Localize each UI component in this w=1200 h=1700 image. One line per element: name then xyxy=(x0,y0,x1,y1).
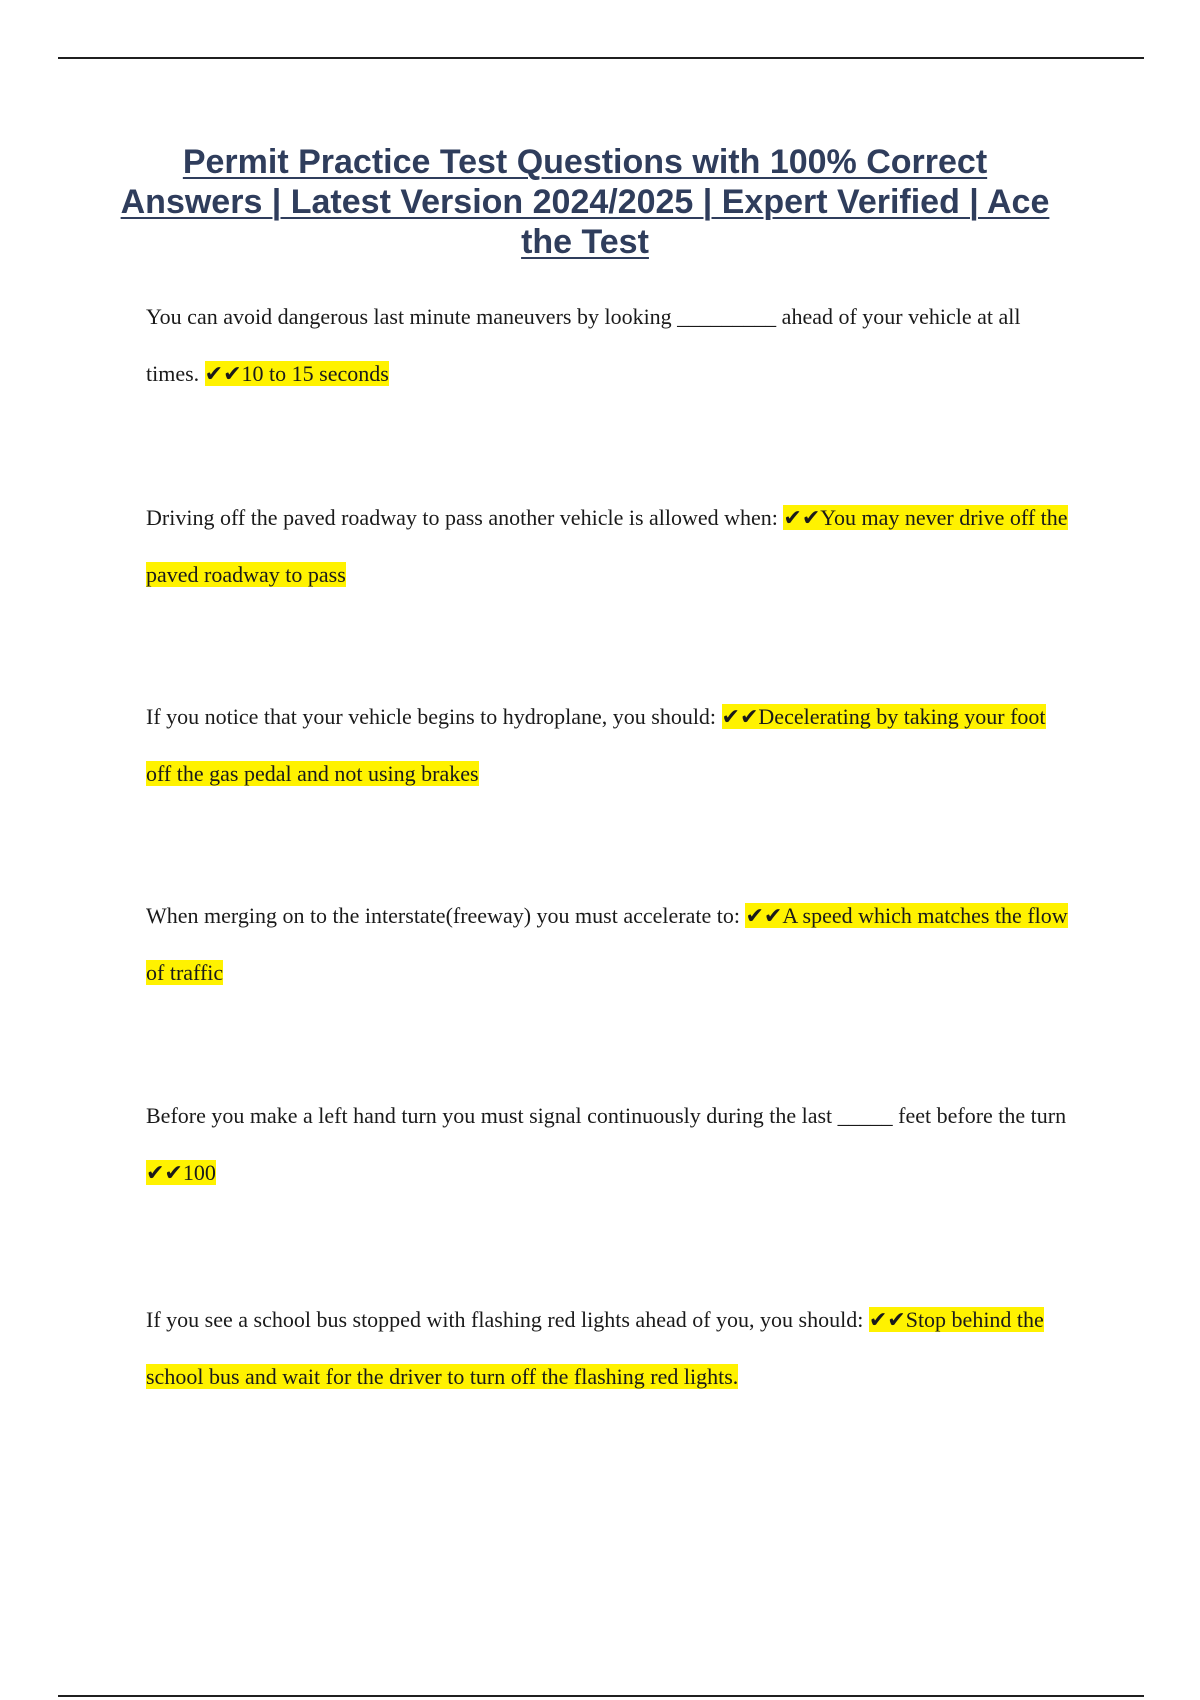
question-5: Before you make a left hand turn you must signal continuously during the last _____ feet before the turn xyxy=(146,1103,1067,1128)
top-rule xyxy=(58,57,1144,59)
question-1: You can avoid dangerous last minute maneuvers by looking _________ ahead of your vehicle at all times. xyxy=(146,304,1021,386)
answer-3: ✔✔Decelerating by taking your foot off the gas pedal and not using brakes xyxy=(146,704,1046,786)
qa-item-5 xyxy=(146,1087,1076,1201)
answer-2: ✔✔You may never drive off the paved roadway to pass xyxy=(146,505,1068,587)
qa-item-1 xyxy=(146,288,1076,402)
answer-6: ✔✔Stop behind the school bus and wait for the driver to turn off the flashing red lights. xyxy=(146,1307,1044,1389)
question-6: If you see a school bus stopped with flashing red lights ahead of you, you should: xyxy=(146,1307,864,1332)
qa-item-6 xyxy=(146,1291,1076,1405)
question-4: When merging on to the interstate(freeway) you must accelerate to: xyxy=(146,903,740,928)
answer-4: ✔✔A speed which matches the flow of traffic xyxy=(146,903,1068,985)
qa-item-4 xyxy=(146,887,1076,1001)
question-3: If you notice that your vehicle begins to hydroplane, you should: xyxy=(146,704,717,729)
answer-5: ✔✔100 xyxy=(146,1160,216,1185)
qa-item-2 xyxy=(146,489,1076,603)
document-title: Permit Practice Test Questions with 100% Correct Answers | Latest Version 2024/2025 | Expert Verified | Ace the Test xyxy=(120,143,1050,261)
question-2: Driving off the paved roadway to pass another vehicle is allowed when: xyxy=(146,505,778,530)
bottom-rule xyxy=(58,1695,1144,1697)
qa-item-3 xyxy=(146,688,1076,802)
answer-1: ✔✔10 to 15 seconds xyxy=(204,361,389,386)
